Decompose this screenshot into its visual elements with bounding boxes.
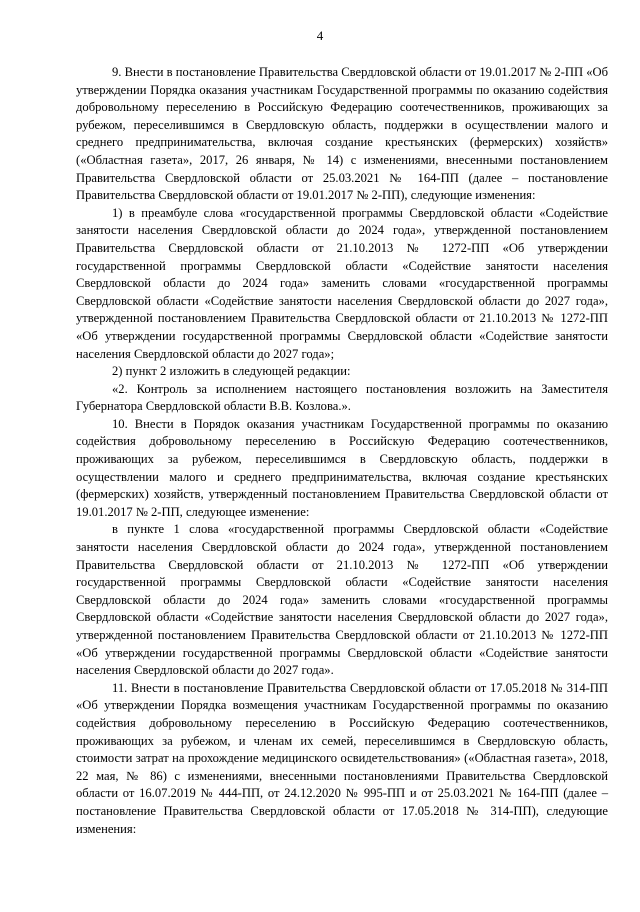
paragraph-item-10: 10. Внести в Порядок оказания участникам Государственной программы по оказанию содействия добровольному переселению в Российскую Федерацию соотечественников, проживающих за рубежом, переселившимся в Свердловскую область, поддержки в осуществлении малого и среднего предпринимательства, включая создание крестьянских (фермерских) хозяйств, утвержденный постановлением Правительства Свердловской области от 19.01.2017 № 2-ПП, следующее изменение: <box>76 416 608 519</box>
document-body <box>76 64 608 838</box>
paragraph-item-10-change: в пункте 1 слова «государственной программы Свердловской области «Содействие занятости населения Свердловской области до 2024 года», утвержденной постановлением Правительства Свердловской области от 21.10.2013 № 1272-ПП «Об утверждении государственной программы Свердловской области «Содействие занятости населения Свердловской области до 2024 года» заменить словами «государственной программы Свердловской области «Содействие занятости населения Свердловской области до 2027 года», утвержденной постановлением Правительства Свердловской области от 21.10.2013 № 1272-ПП «Об утверждении государственной программы Свердловской области «Содействие занятости населения Свердловской области до 2027 года». <box>76 522 608 678</box>
paragraph-item-11: 11. Внести в постановление Правительства Свердловской области от 17.05.2018 № 314-ПП «Об утверждении Порядка возмещения участникам Государственной программы по оказанию содействия добровольному переселению в Российскую Федерацию соотечественников, проживающих за рубежом, и членам их семей, переселившимся в Свердловскую область, стоимости затрат на прохождение медицинского освидетельствования» («Областная газета», 2018, 22 мая, № 86) с изменениями, внесенными постановлениями Правительства Свердловской области от 16.07.2019 № 444-ПП, от 24.12.2020 № 995-ПП и от 25.03.2021 № 164-ПП (далее – постановление Правительства Свердловской области от 17.05.2018 № 314-ПП), следующие изменения: <box>76 680 608 836</box>
paragraph-subitem-2: 2) пункт 2 изложить в следующей редакции: <box>112 364 351 379</box>
page-number: 4 <box>316 28 324 43</box>
paragraph-item-9: 9. Внести в постановление Правительства Свердловской области от 19.01.2017 № 2-ПП «Об утверждении Порядка оказания участникам Государственной программы по оказанию содействия добровольному переселению в Российскую Федерацию соотечественников, проживающих за рубежом, переселившимся в Свердловскую область, поддержки в осуществлении малого и среднего предпринимательства, включая создание крестьянских (фермерских) хозяйств» («Областная газета», 2017, 26 января, № 14) с изменениями, внесенными постановлением Правительства Свердловской области от 25.03.2021 № 164-ПП (далее – постановление Правительства Свердловской области от 19.01.2017 № 2-ПП), следующие изменения: <box>76 65 608 203</box>
paragraph-quote-control: «2. Контроль за исполнением настоящего постановления возложить на Заместителя Губернатора Свердловской области В.В. Козлова.». <box>76 381 608 414</box>
paragraph-subitem-1: 1) в преамбуле слова «государственной программы Свердловской области «Содействие занятости населения Свердловской области до 2024 года», утвержденной постановлением Правительства Свердловской области от 21.10.2013 № 1272-ПП «Об утверждении государственной программы Свердловской области «Содействие занятости населения Свердловской области до 2024 года» заменить словами «государственной программы Свердловской области «Содействие занятости населения Свердловской области до 2027 года», утвержденной постановлением Правительства Свердловской области от 21.10.2013 № 1272-ПП «Об утверждении государственной программы Свердловской области «Содействие занятости населения Свердловской области до 2027 года»; <box>76 205 608 361</box>
